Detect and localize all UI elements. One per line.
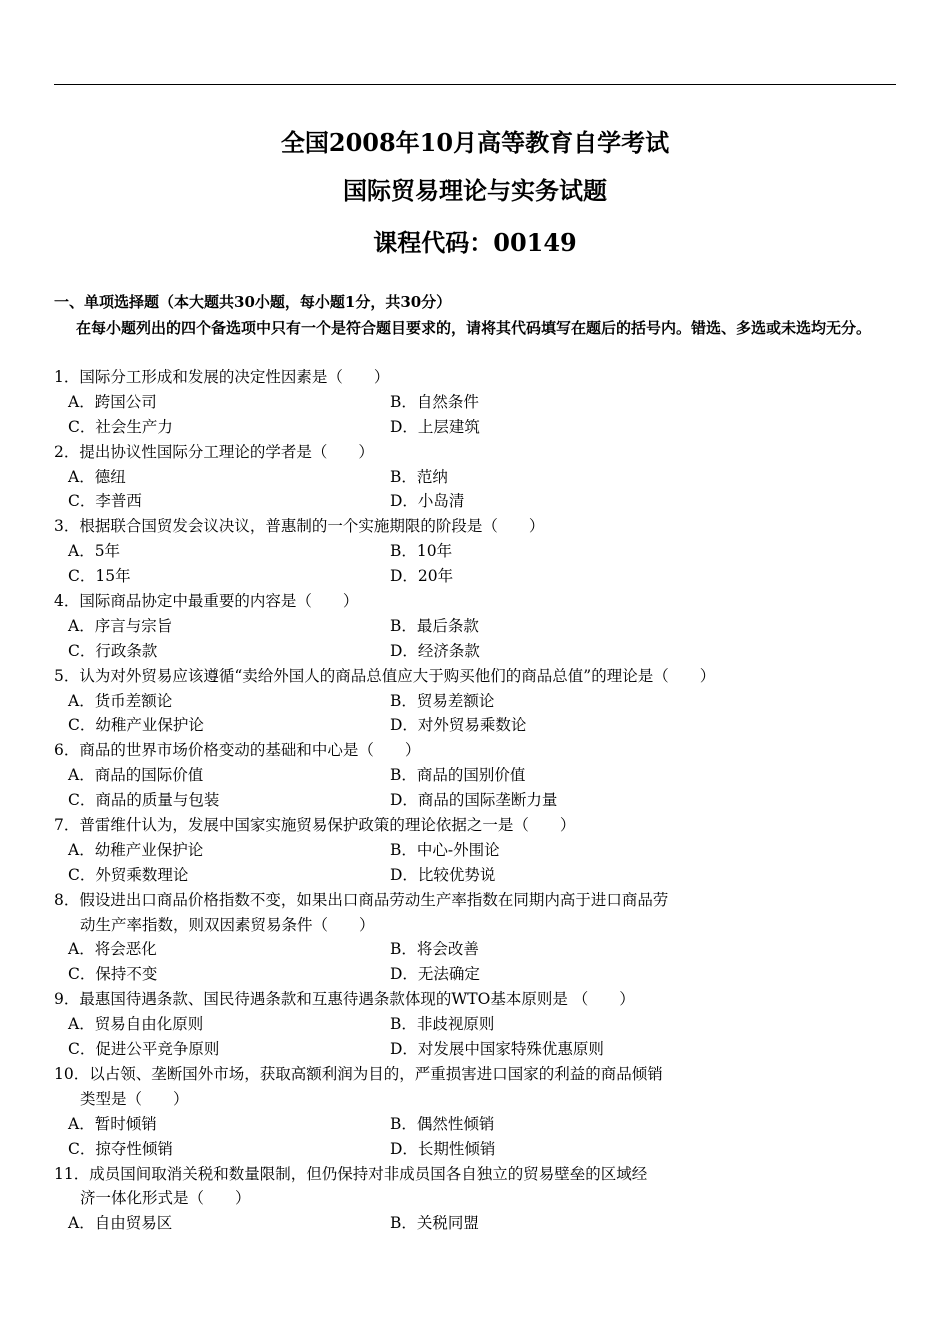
section-heading: 一、单项选择题（本大题共30小题，每小题1分，共30分） xyxy=(54,293,452,311)
option-a: A．跨国公司 xyxy=(68,392,157,411)
option-row xyxy=(54,465,914,490)
option-b: B．中心-外围论 xyxy=(390,840,500,859)
option-d: D．对发展中国家特殊优惠原则 xyxy=(390,1040,604,1059)
option-row xyxy=(54,1037,914,1062)
option-row xyxy=(54,614,914,639)
option-a: A．暂时倾销 xyxy=(68,1114,157,1133)
option-row xyxy=(54,962,914,987)
option-c: C．保持不变 xyxy=(68,965,158,984)
option-b: B．关税同盟 xyxy=(390,1214,479,1233)
option-c: C．社会生产力 xyxy=(68,417,173,436)
option-row xyxy=(54,863,914,888)
option-a: A．序言与宗旨 xyxy=(68,616,173,635)
question-stem: 8．假设进出口商品价格指数不变，如果出口商品劳动生产率指数在同期内高于进口商品劳 xyxy=(54,890,669,909)
header-rule xyxy=(54,84,896,85)
option-a: A．将会恶化 xyxy=(68,940,157,959)
question-stem: 5．认为对外贸易应该遵循“卖给外国人的商品总值应大于购买他们的商品总值”的理论是（ ） xyxy=(54,666,716,685)
option-row xyxy=(54,1112,914,1137)
option-d: D．比较优势说 xyxy=(390,865,496,884)
option-row xyxy=(54,689,914,714)
question-stem-continued: 济一体化形式是（ ） xyxy=(80,1189,251,1208)
option-c: C．幼稚产业保护论 xyxy=(68,716,204,735)
option-a: A．自由贸易区 xyxy=(68,1214,173,1233)
option-a: A．幼稚产业保护论 xyxy=(68,840,204,859)
option-row xyxy=(54,390,914,415)
option-b: B．偶然性倾销 xyxy=(390,1114,495,1133)
option-a: A．德纽 xyxy=(68,467,126,486)
option-c: C．李普西 xyxy=(68,492,142,511)
question-list xyxy=(54,365,914,1236)
option-c: C．促进公平竞争原则 xyxy=(68,1040,220,1059)
question-stem: 3．根据联合国贸发会议决议，普惠制的一个实施期限的阶段是（ ） xyxy=(54,517,545,536)
option-row xyxy=(54,1012,914,1037)
option-d: D．小岛清 xyxy=(390,492,465,511)
option-b: B．10年 xyxy=(390,542,453,561)
option-a: A．5年 xyxy=(68,542,121,561)
option-d: D．长期性倾销 xyxy=(390,1139,496,1158)
option-row xyxy=(54,838,914,863)
option-d: D．商品的国际垄断力量 xyxy=(390,791,558,810)
option-row xyxy=(54,415,914,440)
option-row xyxy=(54,937,914,962)
exam-title: 全国2008年10月高等教育自学考试 xyxy=(280,128,670,157)
question-stem: 9．最惠国待遇条款、国民待遇条款和互惠待遇条款体现的WTO基本原则是 （ ） xyxy=(54,990,635,1009)
section-instruction: 在每小题列出的四个备选项中只有一个是符合题目要求的，请将其代码填写在题后的括号内。错选、多选或未选均无分。 xyxy=(76,319,872,337)
option-a: A．货币差额论 xyxy=(68,691,173,710)
option-d: D．经济条款 xyxy=(390,641,480,660)
question-stem-continued: 类型是（ ） xyxy=(80,1089,189,1108)
option-row xyxy=(54,564,914,589)
option-d: D．对外贸易乘数论 xyxy=(390,716,527,735)
option-c: C．15年 xyxy=(68,567,131,586)
option-c: C．商品的质量与包装 xyxy=(68,791,220,810)
question-stem-continued: 动生产率指数，则双因素贸易条件（ ） xyxy=(80,915,375,934)
option-row xyxy=(54,1137,914,1162)
course-code: 课程代码：00149 xyxy=(373,228,577,257)
option-row xyxy=(54,1211,914,1236)
question-stem: 7．普雷维什认为，发展中国家实施贸易保护政策的理论依据之一是（ ） xyxy=(54,816,576,835)
option-b: B．最后条款 xyxy=(390,616,479,635)
option-c: C．掠夺性倾销 xyxy=(68,1139,173,1158)
option-a: A．贸易自由化原则 xyxy=(68,1015,204,1034)
option-a: A．商品的国际价值 xyxy=(68,766,204,785)
option-b: B．商品的国别价值 xyxy=(390,766,526,785)
option-d: D．20年 xyxy=(390,567,454,586)
question-stem: 6．商品的世界市场价格变动的基础和中心是（ ） xyxy=(54,741,421,760)
option-c: C．行政条款 xyxy=(68,641,158,660)
option-b: B．自然条件 xyxy=(390,392,479,411)
option-c: C．外贸乘数理论 xyxy=(68,865,189,884)
question-stem: 1．国际分工形成和发展的决定性因素是（ ） xyxy=(54,368,390,386)
option-b: B．贸易差额论 xyxy=(390,691,495,710)
question-stem: 11．成员国间取消关税和数量限制，但仍保持对非成员国各自独立的贸易壁垒的区域经 xyxy=(54,1164,648,1183)
option-d: D．上层建筑 xyxy=(390,417,480,436)
option-row xyxy=(54,639,914,664)
option-d: D．无法确定 xyxy=(390,965,480,984)
option-b: B．将会改善 xyxy=(390,940,479,959)
option-row xyxy=(54,788,914,813)
subject-title: 国际贸易理论与实务试题 xyxy=(343,176,607,205)
option-b: B．范纳 xyxy=(390,467,448,486)
option-row xyxy=(54,763,914,788)
option-row xyxy=(54,539,914,564)
question-stem: 2．提出协议性国际分工理论的学者是（ ） xyxy=(54,442,374,461)
question-stem: 4．国际商品协定中最重要的内容是（ ） xyxy=(54,592,359,611)
question-stem: 10．以占领、垄断国外市场，获取高额利润为目的，严重损害进口国家的利益的商品倾销 xyxy=(54,1064,663,1083)
option-row xyxy=(54,713,914,738)
option-row xyxy=(54,489,914,514)
option-b: B．非歧视原则 xyxy=(390,1015,495,1034)
